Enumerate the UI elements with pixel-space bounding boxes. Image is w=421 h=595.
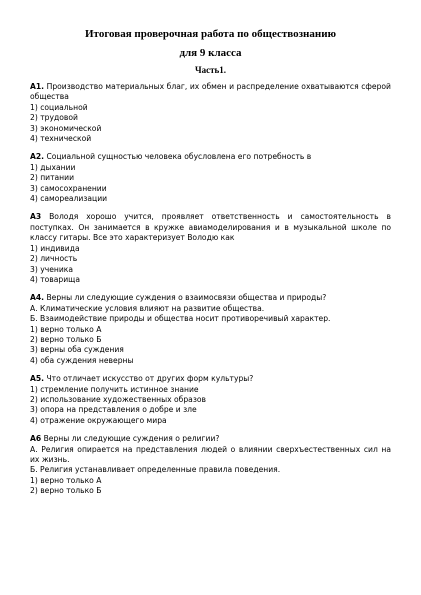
statement-a: А. Климатические условия влияют на развитие общества.	[30, 303, 265, 313]
question-number: А3	[30, 212, 42, 222]
answer-option: 1) верно только А	[30, 324, 102, 334]
answer-options	[30, 385, 391, 427]
answer-option: 2) личность	[30, 254, 78, 264]
answer-option: 2) верно только Б	[30, 334, 102, 344]
question-a5	[30, 374, 391, 426]
question-number: А5.	[30, 374, 45, 384]
answer-option: 3) ученика	[30, 264, 74, 274]
answer-option: 1) дыхании	[30, 162, 76, 172]
statement-b: Б. Религия устанавливает определенные правила поведения.	[30, 465, 281, 475]
question-text	[30, 212, 391, 243]
answer-options	[30, 103, 391, 145]
question-a1	[30, 82, 391, 144]
statement-b: Б. Взаимодействие природы и общества носит противоречивый характер.	[30, 314, 331, 324]
question-text	[30, 434, 391, 444]
answer-option: 2) использование художественных образов	[30, 394, 206, 404]
question-a3	[30, 212, 391, 285]
question-number: А6	[30, 434, 42, 444]
answer-option: 2) питании	[30, 173, 75, 183]
answer-option: 3) верны оба суждения	[30, 345, 124, 355]
question-prompt: Социальной сущностью человека обусловлена его потребность в	[46, 152, 312, 162]
answer-option: 3) экономической	[30, 123, 102, 133]
question-a6	[30, 434, 391, 496]
answer-option: 3) самосохранении	[30, 183, 107, 193]
answer-option: 1) стремление получить истинное знание	[30, 384, 199, 394]
question-number: А4.	[30, 293, 45, 303]
answer-option: 4) самореализации	[30, 194, 108, 204]
answer-option: 3) опора на представления о добре и зле	[30, 405, 197, 415]
question-prompt: Производство материальных благ, их обмен и распределение охватываются сферой общества	[30, 82, 391, 102]
answer-options	[30, 325, 391, 367]
document-subtitle: для 9 класса	[179, 47, 242, 59]
answer-option: 1) социальной	[30, 102, 88, 112]
statement-a: А. Религия опирается на представления людей о влиянии сверхъестественных сил на их жизнь.	[30, 444, 391, 464]
document-title: Итоговая проверочная работа по обществознанию	[85, 28, 336, 40]
question-text	[30, 152, 391, 162]
question-prompt: Верны ли следующие суждения о взаимосвязи общества и природы?	[46, 293, 327, 303]
question-prompt: Володя хорошо учится, проявляет ответственность и самостоятельность в поступках. Он занимается в кружке авиамоделирования и в музыкальной школе по классу гитары. Все это характеризует Володю как	[30, 212, 391, 243]
answer-option: 4) товарища	[30, 274, 80, 284]
answer-option: 4) отражение окружающего мира	[30, 415, 167, 425]
question-number: А1.	[30, 82, 45, 91]
part-heading: Часть1.	[194, 65, 227, 75]
answer-option: 2) верно только Б	[30, 486, 102, 496]
answer-options	[30, 244, 391, 286]
question-a4	[30, 293, 391, 366]
answer-options	[30, 476, 391, 497]
answer-option: 4) технической	[30, 134, 92, 144]
question-a2	[30, 152, 391, 204]
answer-option: 2) трудовой	[30, 113, 78, 123]
answer-option: 4) оба суждения неверны	[30, 355, 134, 365]
question-text	[30, 293, 391, 303]
question-number: А2.	[30, 152, 45, 162]
question-prompt: Что отличает искусство от других форм культуры?	[46, 374, 254, 384]
answer-options	[30, 163, 391, 205]
answer-option: 1) верно только А	[30, 475, 102, 485]
question-prompt: Верны ли следующие суждения о религии?	[43, 434, 220, 444]
answer-option: 1) индивида	[30, 243, 80, 253]
question-text	[30, 374, 391, 384]
question-text	[30, 82, 391, 103]
